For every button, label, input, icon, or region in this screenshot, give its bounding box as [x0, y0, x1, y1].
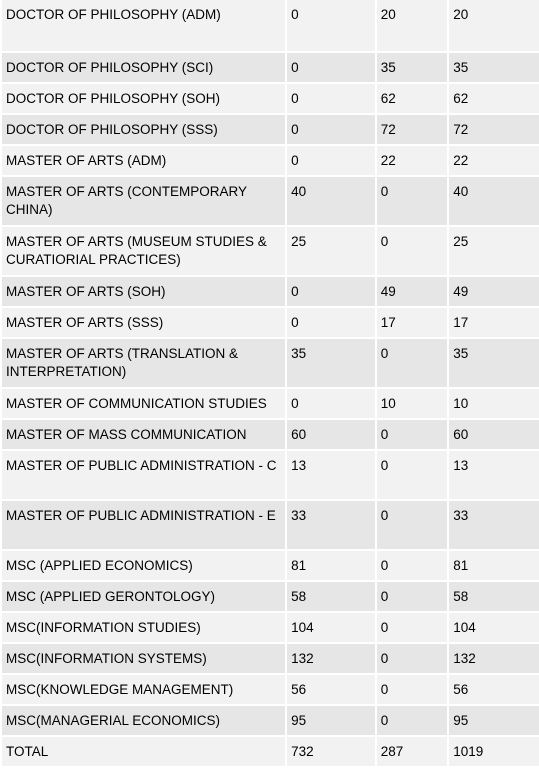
value-cell: 62 — [377, 84, 448, 113]
value-cell: 58 — [287, 582, 375, 611]
table-row — [2, 177, 539, 225]
value-cell: 22 — [377, 146, 448, 175]
programme-cell: MSC(KNOWLEDGE MANAGEMENT) — [2, 675, 285, 704]
total-cell: 95 — [449, 706, 539, 735]
total-cell: 35 — [449, 53, 539, 82]
value-cell: 0 — [377, 582, 448, 611]
table-row — [2, 115, 539, 144]
total-cell: 58 — [449, 582, 539, 611]
value-cell: 13 — [287, 451, 375, 499]
total-cell: 35 — [449, 339, 539, 387]
table-row — [2, 675, 539, 704]
total-cell: 20 — [449, 0, 539, 51]
programme-cell: MASTER OF PUBLIC ADMINISTRATION - C — [2, 451, 285, 499]
programme-cell: DOCTOR OF PHILOSOPHY (SOH) — [2, 84, 285, 113]
programme-cell: MASTER OF ARTS (ADM) — [2, 146, 285, 175]
value-cell: 33 — [287, 501, 375, 549]
value-cell: 0 — [287, 389, 375, 418]
programme-cell: MSC(INFORMATION SYSTEMS) — [2, 644, 285, 673]
value-cell: 0 — [377, 177, 448, 225]
value-cell: 17 — [377, 308, 448, 337]
value-cell: 0 — [377, 227, 448, 275]
value-cell: 35 — [287, 339, 375, 387]
value-cell: 0 — [287, 84, 375, 113]
value-cell: 0 — [377, 706, 448, 735]
value-cell: 0 — [287, 146, 375, 175]
table-row — [2, 451, 539, 499]
value-cell: 0 — [377, 644, 448, 673]
total-cell: 56 — [449, 675, 539, 704]
value-cell: 10 — [377, 389, 448, 418]
total-cell: 10 — [449, 389, 539, 418]
programme-cell: MSC(MANAGERIAL ECONOMICS) — [2, 706, 285, 735]
table-row — [2, 420, 539, 449]
table-row — [2, 613, 539, 642]
table-row — [2, 501, 539, 549]
value-cell: 40 — [287, 177, 375, 225]
programme-cell: MSC (APPLIED GERONTOLOGY) — [2, 582, 285, 611]
programme-cell: MASTER OF ARTS (TRANSLATION & INTERPRETATION) — [2, 339, 285, 387]
table-row — [2, 551, 539, 580]
value-cell: 95 — [287, 706, 375, 735]
programme-cell: MSC(INFORMATION STUDIES) — [2, 613, 285, 642]
total-cell: 132 — [449, 644, 539, 673]
grand-total-cell: 1019 — [449, 737, 539, 766]
table-row — [2, 308, 539, 337]
programme-cell: MASTER OF ARTS (CONTEMPORARY CHINA) — [2, 177, 285, 225]
programme-cell: DOCTOR OF PHILOSOPHY (SCI) — [2, 53, 285, 82]
value-cell: 25 — [287, 227, 375, 275]
value-cell: 0 — [377, 551, 448, 580]
table-row — [2, 227, 539, 275]
table-row — [2, 389, 539, 418]
value-cell: 20 — [377, 0, 448, 51]
value-cell: 0 — [287, 277, 375, 306]
programme-cell: MASTER OF ARTS (MUSEUM STUDIES & CURATIORIAL PRACTICES) — [2, 227, 285, 275]
value-cell: 104 — [287, 613, 375, 642]
table-row — [2, 644, 539, 673]
value-cell: 0 — [287, 115, 375, 144]
programme-cell: DOCTOR OF PHILOSOPHY (SSS) — [2, 115, 285, 144]
programme-cell: MASTER OF MASS COMMUNICATION — [2, 420, 285, 449]
programme-cell: DOCTOR OF PHILOSOPHY (ADM) — [2, 0, 285, 51]
total-label: TOTAL — [2, 737, 285, 766]
table-row — [2, 277, 539, 306]
table-row — [2, 84, 539, 113]
total-cell: 13 — [449, 451, 539, 499]
table-row — [2, 706, 539, 735]
value-cell: 0 — [377, 451, 448, 499]
programme-cell: MASTER OF COMMUNICATION STUDIES — [2, 389, 285, 418]
value-cell: 0 — [377, 501, 448, 549]
value-cell: 0 — [287, 53, 375, 82]
value-cell: 81 — [287, 551, 375, 580]
value-cell: 49 — [377, 277, 448, 306]
programme-cell: MASTER OF ARTS (SOH) — [2, 277, 285, 306]
value-cell: 0 — [377, 675, 448, 704]
total-cell: 25 — [449, 227, 539, 275]
table-row — [2, 339, 539, 387]
table-row — [2, 146, 539, 175]
programme-cell: MASTER OF ARTS (SSS) — [2, 308, 285, 337]
total-value-cell: 732 — [287, 737, 375, 766]
total-cell: 104 — [449, 613, 539, 642]
value-cell: 132 — [287, 644, 375, 673]
total-cell: 33 — [449, 501, 539, 549]
total-cell: 62 — [449, 84, 539, 113]
total-cell: 60 — [449, 420, 539, 449]
value-cell: 0 — [287, 0, 375, 51]
programme-cell: MSC (APPLIED ECONOMICS) — [2, 551, 285, 580]
total-cell: 17 — [449, 308, 539, 337]
total-cell: 72 — [449, 115, 539, 144]
total-cell: 81 — [449, 551, 539, 580]
value-cell: 35 — [377, 53, 448, 82]
value-cell: 0 — [377, 420, 448, 449]
value-cell: 72 — [377, 115, 448, 144]
value-cell: 0 — [377, 613, 448, 642]
total-value-cell: 287 — [377, 737, 448, 766]
value-cell: 60 — [287, 420, 375, 449]
table-row — [2, 582, 539, 611]
table-row — [2, 53, 539, 82]
value-cell: 0 — [287, 308, 375, 337]
total-cell: 22 — [449, 146, 539, 175]
programme-cell: MASTER OF PUBLIC ADMINISTRATION - E — [2, 501, 285, 549]
table-row — [2, 0, 539, 51]
value-cell: 56 — [287, 675, 375, 704]
total-cell: 49 — [449, 277, 539, 306]
value-cell: 0 — [377, 339, 448, 387]
total-row — [2, 737, 539, 766]
total-cell: 40 — [449, 177, 539, 225]
